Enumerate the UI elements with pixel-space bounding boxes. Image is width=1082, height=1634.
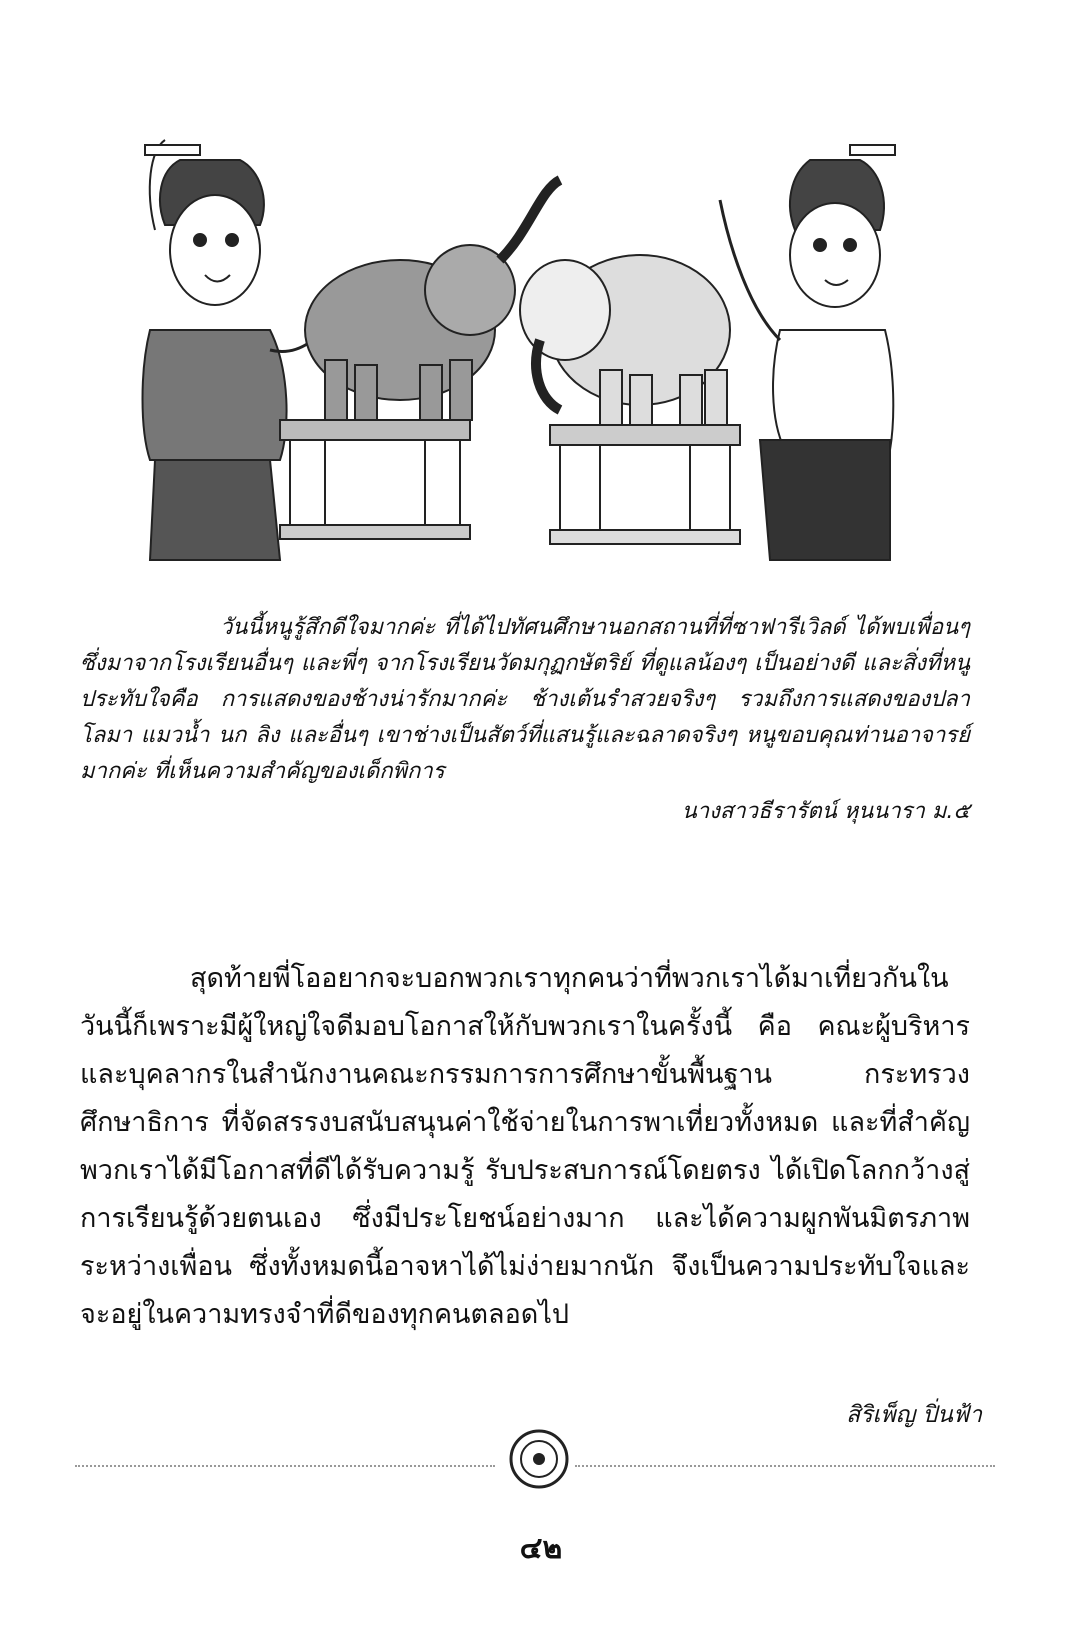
- right-elephant-drawing: [520, 255, 740, 544]
- quote-signature: นางสาวธีรารัตน์ หุนนารา ม.๕: [681, 799, 970, 824]
- right-girl-drawing: [720, 145, 895, 560]
- footer-divider-left: [75, 1465, 495, 1467]
- author-name: สิริเพ็ญ ปิ่นฟ้า: [846, 1402, 982, 1428]
- illustration: [120, 130, 900, 580]
- page-number: ๔๒: [519, 1531, 563, 1566]
- quote-paragraph: วันนี้หนูรู้สึกดีใจมากค่ะ ที่ได้ไปทัศนศึกษานอกสถานที่ที่ซาฟารีเวิลด์ ได้พบเพื่อนๆ ซึ่งมาจากโรงเรียนอื่นๆ และพี่ๆ จากโรงเรียนวัดมกุฏกษัตริย์ ที่ดูแลน้องๆ เป็นอย่างดี และสิ่งที่หนูประทับใจคือ การแสดงของช้างน่ารักมากค่ะ ช้างเต้นรำสวยจริงๆ รวมถึงการแสดงของปลาโลมา แมวน้ำ นก ลิง และอื่นๆ เขาช่างเป็นสัตว์ที่แสนรู้และฉลาดจริงๆ หนูขอบคุณท่านอาจารย์มากค่ะ ที่เห็นความสำคัญของเด็กพิการ: [80, 615, 970, 784]
- closing-message: [80, 955, 970, 1339]
- footer-divider-right: [575, 1465, 995, 1467]
- circular-logo-icon: [505, 1425, 573, 1493]
- student-quote: [80, 610, 970, 830]
- body-paragraph: สุดท้ายพี่โออยากจะบอกพวกเราทุกคนว่าที่พวกเราได้มาเที่ยวกันในวันนี้ก็เพราะมีผู้ใหญ่ใจดีมอบโอกาสให้กับพวกเราในครั้งนี้ คือ คณะผู้บริหารและบุคลากรในสำนักงานคณะกรรมการการศึกษาขั้นพื้นฐาน กระทรวงศึกษาธิการ ที่จัดสรรงบสนับสนุนค่าใช้จ่ายในการพาเที่ยวทั้งหมด และที่สำคัญพวกเราได้มีโอกาสที่ดีได้รับความรู้ รับประสบการณ์โดยตรง ได้เปิดโลกกว้างสู่การเรียนรู้ด้วยตนเอง ซึ่งมีประโยชน์อย่างมาก และได้ความผูกพันมิตรภาพระหว่างเพื่อน ซึ่งทั้งหมดนี้อาจหาได้ไม่ง่ายมากนัก จึงเป็นความประทับใจและจะอยู่ในความทรงจำที่ดีของทุกคนตลอดไป: [80, 963, 970, 1330]
- left-elephant-drawing: [280, 180, 560, 539]
